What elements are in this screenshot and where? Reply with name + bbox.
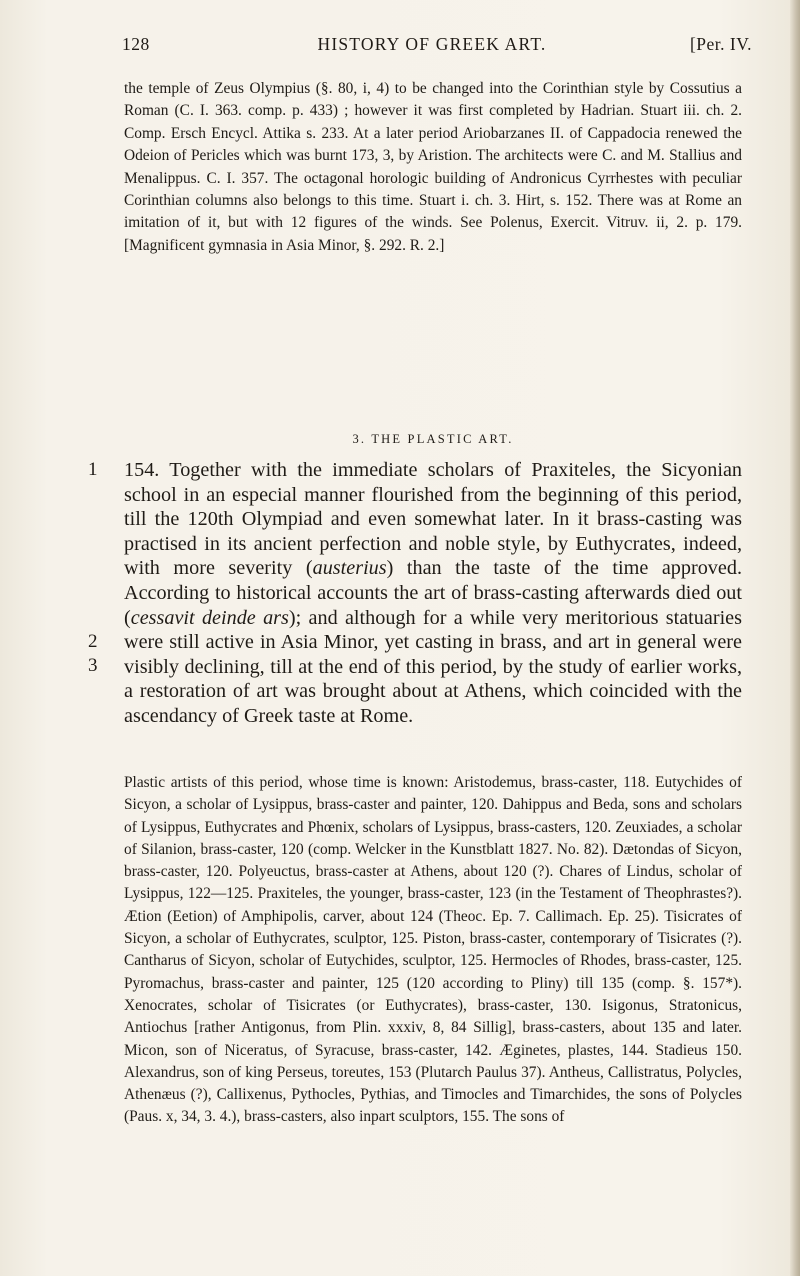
main-text-part-2: ) than the taste of the time approved. According to historical accounts the art of brass-casting afterwards died out ( (124, 557, 742, 629)
section-heading: 3. THE PLASTIC ART. (352, 432, 514, 446)
main-paragraph (124, 458, 742, 729)
period-marker: [Per. IV. (689, 34, 752, 54)
main-text-part-3: ); and although for a while very meritorious statuaries were still active in Asia Minor, yet casting in brass, and art in general were visibly declining, till at the end of this period, by the study of earlier works, a restoration of art was brought about at Athens, which coincided with the ascendancy of Greek taste at Rome. (124, 606, 742, 727)
margin-note-2: 2 (88, 631, 98, 652)
page-edge-shadow (790, 0, 800, 1276)
main-text-italic-1: austerius (312, 557, 387, 580)
main-text-italic-2: cessavit deinde ars (130, 606, 289, 629)
main-paragraph-text (124, 458, 742, 729)
intro-paragraph (124, 78, 742, 257)
margin-note-1: 1 (88, 459, 98, 480)
notes-paragraph (124, 772, 742, 1129)
page-number: 128 (122, 34, 150, 54)
margin-note-3: 3 (88, 655, 98, 676)
main-text-part-1: 154. Together with the immediate scholars of Praxiteles, the Sicyonian school in an especial manner flourished from the beginning of this period, till the 120th Olympiad and even somewhat later. In it brass-casting was practised in its ancient perfection and noble style, by Euthycrates, indeed, with more severity ( (124, 459, 742, 580)
running-header (112, 34, 752, 58)
notes-paragraph-text: Plastic artists of this period, whose time is known: Aristodemus, brass-caster, 118. Eutychides of Sicyon, a scholar of Lysippus, brass-caster and painter, 120. Dahippus and Beda, sons and scholars of Lysippus, Euthycrates and Phœnix, scholars of Lysippus, brass-casters, 120. Zeuxiades, a scholar of Silanion, brass-caster, 120 (comp. Welcker in the Kunstblatt 1827. No. 82). Dætondas of Sicyon, brass-caster, 120. Polyeuctus, brass-caster at Athens, about 120 (?). Chares of Lindus, scholar of Lysippus, 122—125. Praxiteles, the younger, brass-caster, 123 (in the Testament of Theophrastes?). Ætion (Eetion) of Amphipolis, carver, about 124 (Theoc. Ep. 7. Callimach. Ep. 25). Tisicrates of Sicyon, a scholar of Euthycrates, sculptor, 125. Piston, brass-caster, contemporary of Tisicrates (?). Cantharus of Sicyon, scholar of Eutychides, sculptor, 125. Hermocles of Rhodes, brass-caster, 125. Pyromachus, brass-caster and painter, 125 (120 according to Pliny) till 135 (comp. §. 157*). Xenocrates, scholar of Tisicrates (or Euthycrates), brass-caster, 130. Isigonus, Stratonicus, Antiochus [rather Antigonus, from Plin. xxxiv, 8, 84 Sillig], brass-casters, about 135 and later. Micon, son of Niceratus, of Syracuse, brass-caster, 142. Æginetes, plastes, 144. Stadieus 150. Alexandrus, son of king Perseus, toreutes, 153 (Plutarch Paulus 37). Antheus, Callistratus, Polycles, Athenæus (?), Callixenus, Pythocles, Pythias, and Timocles and Timarchides, the sons of Polycles (Paus. x, 34, 3. 4.), brass-casters, also inpart sculptors, 155. The sons of (124, 774, 742, 1126)
intro-paragraph-text: the temple of Zeus Olympius (§. 80, i, 4) to be changed into the Corinthian style by Cossutius a Roman (C. I. 363. comp. p. 433) ; however it was first completed by Hadrian. Stuart iii. ch. 2. Comp. Ersch Encycl. Attika s. 233. At a later period Ariobarzanes II. of Cappadocia renewed the Odeion of Pericles which was burnt 173, 3, by Aristion. The architects were C. and M. Stallius and Menalippus. C. I. 357. The octagonal horologic building of Andronicus Cyrrhestes with peculiar Corinthian columns also belongs to this time. Stuart i. ch. 3. Hirt, s. 152. There was at Rome an imitation of it, but with 12 figures of the winds. See Polenus, Exercit. Vitruv. ii, 2. p. 179. [Magnificent gymnasia in Asia Minor, §. 292. R. 2.] (124, 80, 742, 254)
running-title: HISTORY OF GREEK ART. (317, 34, 547, 54)
